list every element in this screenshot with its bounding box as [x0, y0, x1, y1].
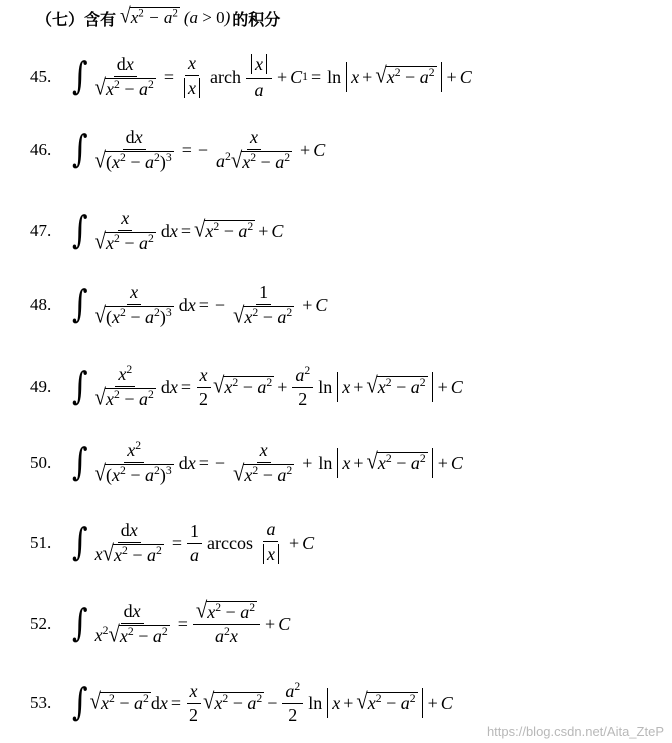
heading-condition: (a > 0) — [183, 8, 231, 27]
formula-47: 47. ∫ x √ $x^2 - a^2$ dx = √ $x^2 - a^2$ + C — [30, 207, 284, 254]
heading-radical: √ $x^2 - a^2$ — [120, 5, 178, 29]
integral-sign: ∫ — [72, 601, 88, 646]
integral-sign: ∫ — [72, 364, 88, 409]
formula-49: 49. ∫ $x^2$ √ $x^2 - a^2$ dx = $\frac{x}{2}$ √ $x^2 - a^2$ + $\frac{a^2}{2}$ ln x + √ $x^2 - a^2$ + C — [30, 362, 463, 410]
formula-number: 45. — [30, 67, 52, 86]
formula-number: 46. — [30, 140, 52, 159]
formula-45: 45. ∫ dx √ $x^2 - a^2$ = $\frac{x}{x}$ arch $\frac{x}{a}$ + C 1 = ln x + √ $x^2 - a^2$ + C — [30, 53, 472, 100]
integral-sign: ∫ — [72, 127, 88, 172]
integral-sign: ∫ — [72, 440, 88, 485]
integral-sign: ∫ — [72, 680, 88, 725]
formula-50: 50. ∫ $x^2$ √ $(x^2 - a^2)^3$ dx = − x √ $x^2 - a^2$ + ln x + √ $x^2 - a^2$ + C — [30, 438, 463, 486]
formula-number: 52. — [30, 614, 52, 633]
formula-number: 48. — [30, 295, 52, 314]
fraction: dx √ $x^2 - a^2$ — [94, 53, 154, 100]
formula-number: 49. — [30, 377, 52, 396]
formula-48: 48. ∫ x √ $(x^2 - a^2)^3$ dx = − 1 √ $x^2 - a^2$ + C — [30, 281, 328, 328]
formula-number: 50. — [30, 453, 52, 472]
formula-52: 52. ∫ dx $x^2$ √ $x^2 - a^2$ = √ $x^2 - a^2$ $a^2x$ + C — [30, 598, 291, 647]
integral-sign: ∫ — [72, 208, 88, 253]
heading-prefix: （七）含有 — [36, 9, 117, 29]
heading-suffix: 的积分 — [232, 9, 281, 29]
integral-sign: ∫ — [72, 520, 88, 565]
formula-53: 53. ∫ √ $x^2 - a^2$ dx = $\frac{x}{2}$ √ $x^2 - a^2$ − $\frac{a^2}{2}$ ln x + √ $x^2 - a^2$ + C — [30, 679, 453, 725]
integral-sign: ∫ — [72, 282, 88, 327]
formula-number: 51. — [30, 533, 52, 552]
section-heading — [36, 3, 280, 33]
watermark-url: https://blog.csdn.net/Aita_ZteP — [486, 724, 664, 739]
formula-number: 53. — [30, 693, 52, 712]
formula-46: 46. ∫ dx √ $(x^2 - a^2)^3$ = − x $a^2$ √ $x^2 - a^2$ + C — [30, 126, 326, 173]
formula-51: 51. ∫ dx x √ $x^2 - a^2$ = $\frac{1}{a}$ arccos $\frac{a}{x}$ + C — [30, 519, 315, 566]
integral-sign: ∫ — [72, 54, 88, 99]
formula-number: 47. — [30, 221, 52, 240]
